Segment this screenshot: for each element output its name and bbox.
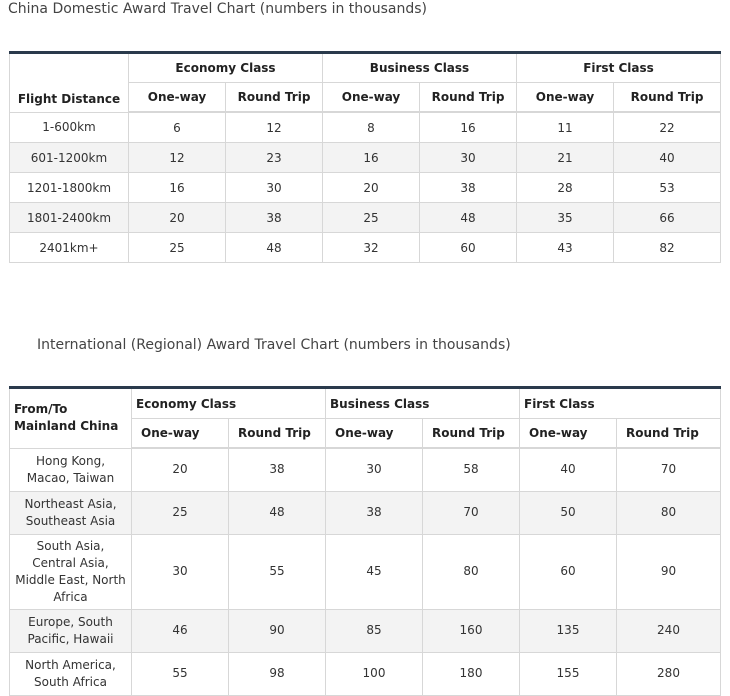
value-cell: 155 (520, 652, 617, 695)
business-class-header: Business Class (326, 388, 520, 419)
distance-cell: 601-1200km (10, 143, 129, 173)
value-cell: 23 (226, 143, 323, 173)
value-cell: 55 (229, 534, 326, 609)
from-to-mainland-header: From/To Mainland China (10, 388, 132, 449)
distance-cell: 1801-2400km (10, 203, 129, 233)
value-cell: 20 (132, 448, 229, 491)
round-trip-header: Round Trip (617, 419, 721, 449)
distance-cell: 1201-1800km (10, 173, 129, 203)
value-cell: 48 (420, 203, 517, 233)
value-cell: 16 (323, 143, 420, 173)
round-trip-header: Round Trip (423, 419, 520, 449)
value-cell: 6 (129, 112, 226, 143)
value-cell: 280 (617, 652, 721, 695)
one-way-header: One-way (129, 83, 226, 113)
domestic-award-table (9, 51, 721, 263)
header-row (10, 388, 721, 419)
table-row (10, 534, 721, 609)
value-cell: 35 (517, 203, 614, 233)
value-cell: 240 (617, 609, 721, 652)
one-way-header: One-way (132, 419, 229, 449)
value-cell: 45 (326, 534, 423, 609)
value-cell: 53 (614, 173, 721, 203)
value-cell: 38 (420, 173, 517, 203)
value-cell: 98 (229, 652, 326, 695)
value-cell: 66 (614, 203, 721, 233)
value-cell: 30 (420, 143, 517, 173)
value-cell: 70 (617, 448, 721, 491)
value-cell: 48 (229, 491, 326, 534)
table-row (10, 652, 721, 695)
distance-cell: 1-600km (10, 112, 129, 143)
value-cell: 30 (226, 173, 323, 203)
value-cell: 8 (323, 112, 420, 143)
one-way-header: One-way (520, 419, 617, 449)
value-cell: 38 (226, 203, 323, 233)
value-cell: 58 (423, 448, 520, 491)
international-chart-title: International (Regional) Award Travel Chart (numbers in thousands) (37, 337, 511, 353)
economy-class-header: Economy Class (129, 53, 323, 83)
round-trip-header: Round Trip (226, 83, 323, 113)
value-cell: 25 (132, 491, 229, 534)
region-cell: South Asia, Central Asia, Middle East, North Africa (10, 534, 132, 609)
value-cell: 80 (617, 491, 721, 534)
international-award-table (9, 386, 721, 696)
table-row (10, 609, 721, 652)
one-way-header: One-way (326, 419, 423, 449)
value-cell: 16 (420, 112, 517, 143)
region-cell: Europe, South Pacific, Hawaii (10, 609, 132, 652)
one-way-header: One-way (517, 83, 614, 113)
value-cell: 30 (132, 534, 229, 609)
value-cell: 85 (326, 609, 423, 652)
value-cell: 135 (520, 609, 617, 652)
value-cell: 22 (614, 112, 721, 143)
value-cell: 48 (226, 233, 323, 263)
distance-cell: 2401km+ (10, 233, 129, 263)
value-cell: 25 (323, 203, 420, 233)
value-cell: 50 (520, 491, 617, 534)
round-trip-header: Round Trip (420, 83, 517, 113)
header-row (10, 53, 721, 83)
value-cell: 160 (423, 609, 520, 652)
value-cell: 40 (520, 448, 617, 491)
table-row (10, 112, 721, 143)
value-cell: 16 (129, 173, 226, 203)
first-class-header: First Class (520, 388, 721, 419)
value-cell: 12 (129, 143, 226, 173)
domestic-chart-title: China Domestic Award Travel Chart (numbers in thousands) (8, 1, 427, 17)
table-row (10, 491, 721, 534)
value-cell: 60 (520, 534, 617, 609)
round-trip-header: Round Trip (229, 419, 326, 449)
first-class-header: First Class (517, 53, 721, 83)
table-row (10, 233, 721, 263)
value-cell: 38 (326, 491, 423, 534)
value-cell: 11 (517, 112, 614, 143)
value-cell: 38 (229, 448, 326, 491)
value-cell: 25 (129, 233, 226, 263)
table-row (10, 203, 721, 233)
table-row (10, 143, 721, 173)
value-cell: 40 (614, 143, 721, 173)
region-cell: Northeast Asia, Southeast Asia (10, 491, 132, 534)
value-cell: 70 (423, 491, 520, 534)
round-trip-header: Round Trip (614, 83, 721, 113)
business-class-header: Business Class (323, 53, 517, 83)
value-cell: 90 (617, 534, 721, 609)
value-cell: 60 (420, 233, 517, 263)
table-row (10, 448, 721, 491)
value-cell: 46 (132, 609, 229, 652)
value-cell: 30 (326, 448, 423, 491)
value-cell: 20 (323, 173, 420, 203)
value-cell: 180 (423, 652, 520, 695)
value-cell: 82 (614, 233, 721, 263)
value-cell: 21 (517, 143, 614, 173)
value-cell: 80 (423, 534, 520, 609)
flight-distance-header: Flight Distance (10, 53, 129, 113)
value-cell: 100 (326, 652, 423, 695)
region-cell: Hong Kong, Macao, Taiwan (10, 448, 132, 491)
table-row (10, 173, 721, 203)
value-cell: 43 (517, 233, 614, 263)
region-cell: North America, South Africa (10, 652, 132, 695)
value-cell: 32 (323, 233, 420, 263)
value-cell: 28 (517, 173, 614, 203)
one-way-header: One-way (323, 83, 420, 113)
economy-class-header: Economy Class (132, 388, 326, 419)
value-cell: 12 (226, 112, 323, 143)
value-cell: 20 (129, 203, 226, 233)
value-cell: 55 (132, 652, 229, 695)
value-cell: 90 (229, 609, 326, 652)
